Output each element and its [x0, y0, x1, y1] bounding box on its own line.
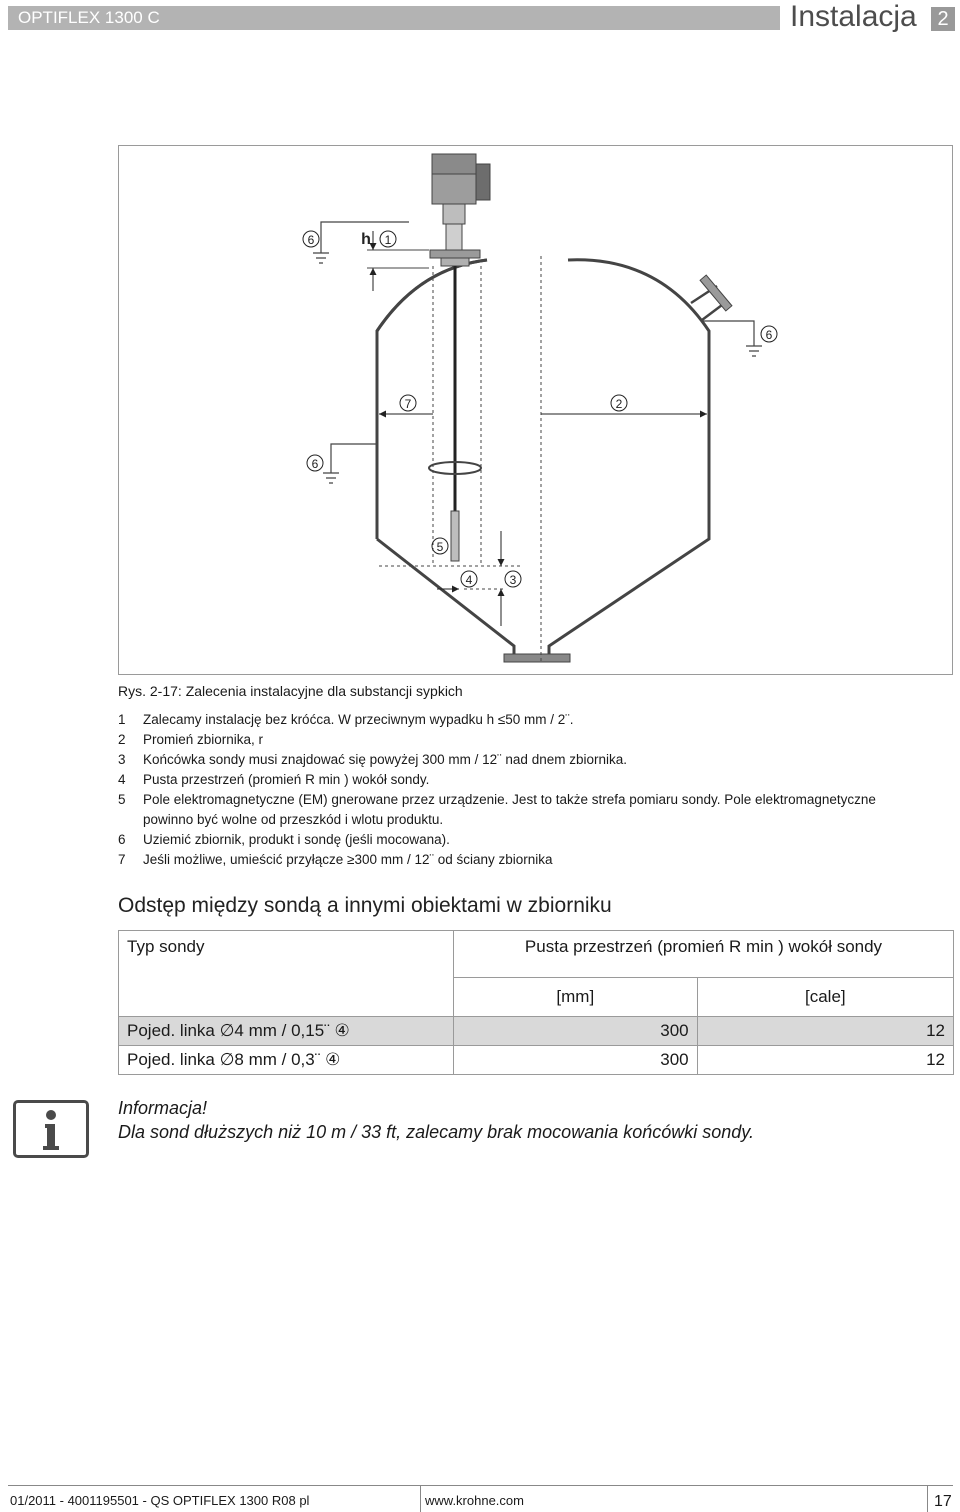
legend-text: Promień zbiornika, r: [143, 732, 264, 747]
legend-text: Końcówka sondy musi znajdować się powyżej 300 mm / 12¨ nad dnem zbiornika.: [143, 752, 627, 767]
header-unit-mm: [mm]: [454, 978, 698, 1017]
marker-7: 7: [404, 397, 412, 411]
info-icon: [13, 1100, 89, 1158]
footer-page-number: 17: [934, 1493, 952, 1510]
legend-number: 7: [118, 852, 126, 867]
footer-divider: [8, 1485, 953, 1486]
cell-mm: 300: [454, 1017, 698, 1046]
header-section-title: Instalacja: [790, 0, 917, 33]
label-h: h: [361, 231, 371, 248]
legend-number: 3: [118, 752, 126, 767]
legend-number: 6: [118, 832, 126, 847]
legend-item: [118, 710, 908, 730]
spacing-table: [118, 930, 954, 1075]
legend-text: Pusta przestrzeń (promień R min ) wokół sondy.: [143, 772, 430, 787]
legend-text: Jeśli możliwe, umieścić przyłącze ≥300 mm / 12¨ od ściany zbiornika: [143, 852, 553, 867]
figure-caption: Rys. 2-17: Zalecenia instalacyjne dla substancji sypkich: [118, 683, 463, 699]
legend-number: 4: [118, 772, 126, 787]
marker-3: 3: [509, 573, 517, 587]
tank-outline: [377, 260, 709, 654]
info-title: Informacja!: [118, 1098, 208, 1118]
marker-5: 5: [436, 540, 444, 554]
installation-figure: [118, 145, 953, 675]
marker-6-right: 6: [765, 328, 773, 342]
legend-item: [118, 750, 908, 770]
legend-text: Zalecamy instalację bez króćca. W przeciwnym wypadku h ≤50 mm / 2¨.: [143, 712, 574, 727]
marker-2: 2: [615, 397, 623, 411]
legend-item: [118, 730, 908, 750]
footer-separator: [927, 1485, 928, 1512]
footer-url: www.krohne.com: [425, 1493, 524, 1508]
chapter-number: 2: [931, 7, 955, 31]
header-empty-space: Pusta przestrzeń (promień R min ) wokół sondy: [454, 931, 954, 978]
device-head: [430, 154, 490, 266]
legend-number: 5: [118, 792, 126, 807]
legend-item: [118, 850, 908, 870]
figure-legend: [118, 710, 908, 870]
legend-item: [118, 770, 908, 790]
cell-probe-type: Pojed. linka ∅4 mm / 0,15¨ ④: [119, 1017, 454, 1046]
cell-probe-type: Pojed. linka ∅8 mm / 0,3¨ ④: [119, 1046, 454, 1075]
em-field: [379, 256, 541, 661]
marker-6-left: 6: [311, 457, 319, 471]
footer-document-id: 01/2011 - 4001195501 - QS OPTIFLEX 1300 R08 pl: [10, 1493, 310, 1508]
legend-item: [118, 790, 908, 830]
legend-number: 2: [118, 732, 126, 747]
marker-1: 1: [384, 233, 392, 247]
cell-inch: 12: [697, 1046, 953, 1075]
header-unit-inch: [cale]: [697, 978, 953, 1017]
section-heading: Odstęp między sondą a innymi obiektami w zbiorniku: [118, 894, 612, 917]
marker-4: 4: [465, 573, 473, 587]
legend-item: [118, 830, 908, 850]
cell-mm: 300: [454, 1046, 698, 1075]
header-probe-type: Typ sondy: [119, 931, 454, 1017]
marker-6-top: 6: [307, 233, 315, 247]
info-text: Dla sond dłuższych niż 10 m / 33 ft, zalecamy brak mocowania końcówki sondy.: [118, 1122, 754, 1142]
legend-number: 1: [118, 712, 126, 727]
table-row: [119, 1046, 954, 1075]
cell-inch: 12: [697, 1017, 953, 1046]
ground-symbols: [313, 222, 762, 483]
header-product: OPTIFLEX 1300 C: [8, 6, 780, 30]
probe-weight: [451, 511, 459, 561]
table-row: [119, 1017, 954, 1046]
legend-text: Uziemić zbiornik, produkt i sondę (jeśli mocowana).: [143, 832, 450, 847]
tank-diagram: [119, 146, 954, 676]
outlet-flange: [504, 654, 570, 662]
footer-separator: [420, 1485, 421, 1512]
legend-text: Pole elektromagnetyczne (EM) gnerowane przez urządzenie. Jest to także strefa pomiaru sondy. Pole elektromagnetyczne powinno być wolne od przeszkód i wlotu produktu.: [143, 792, 876, 827]
